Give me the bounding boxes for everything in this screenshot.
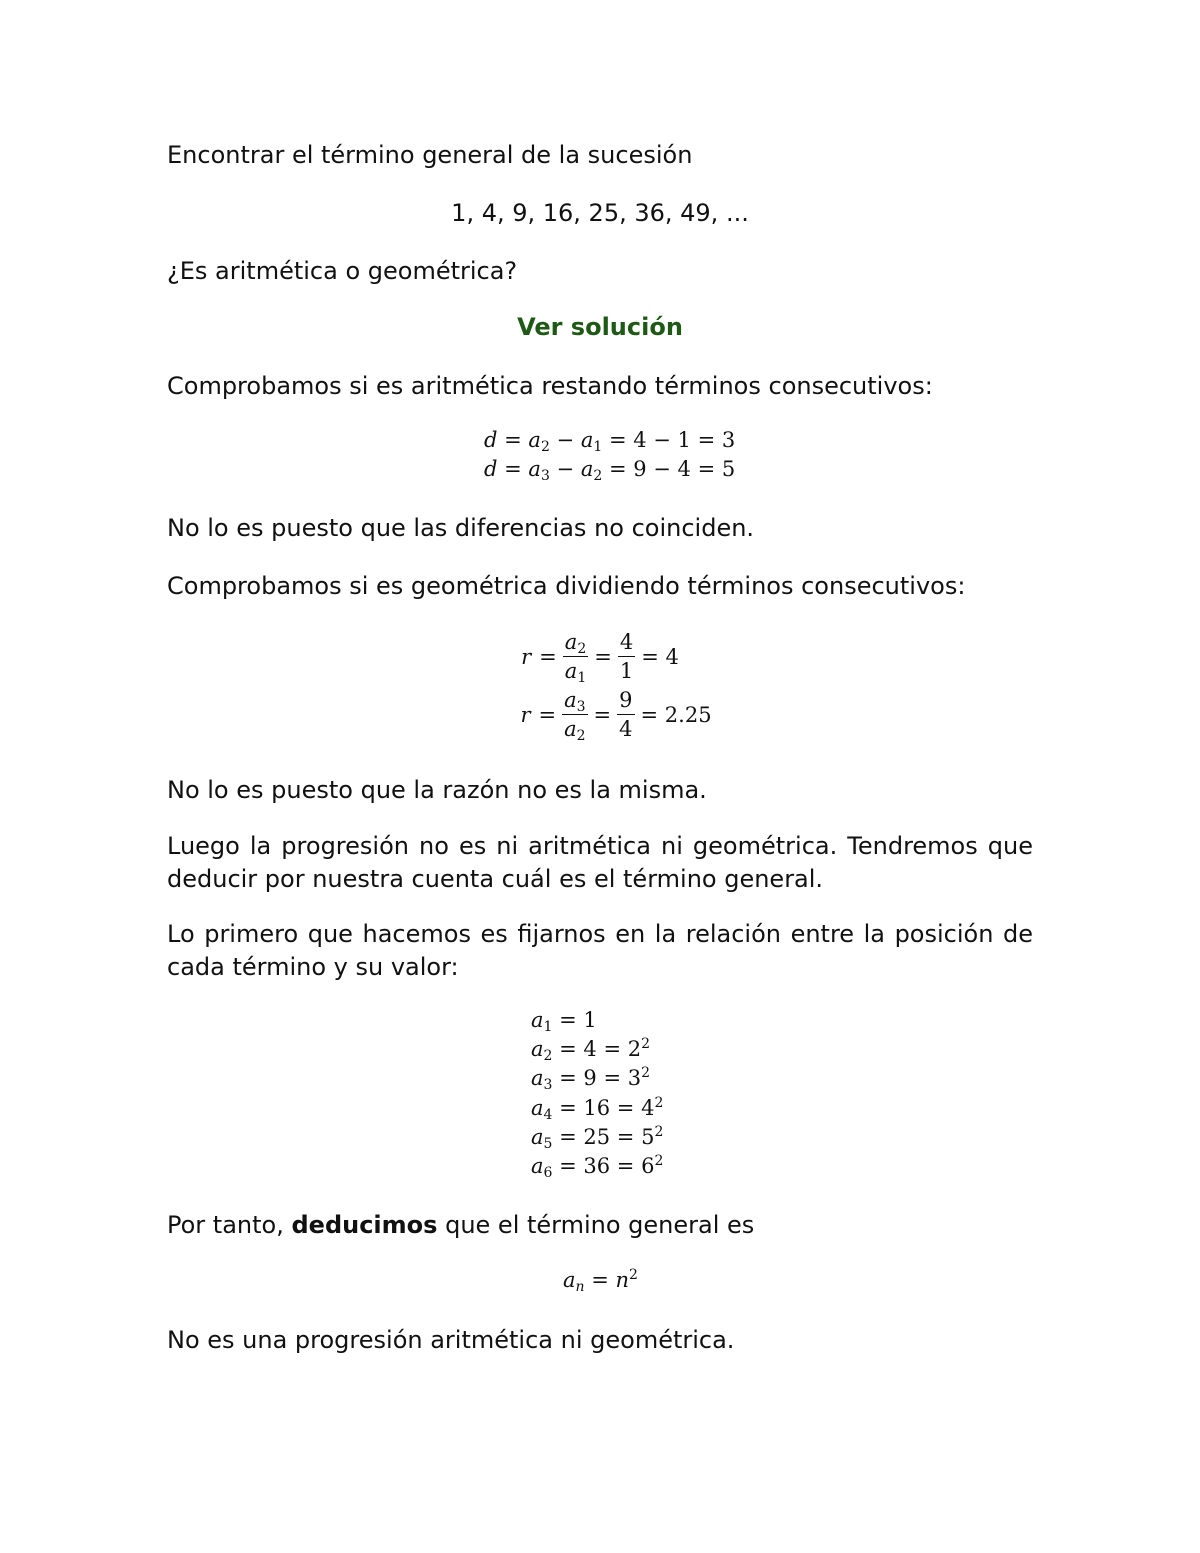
ratio-line-2: r = $\frac{a_3}{a_2}$ = $\frac{9}{4}$ = 2.25 — [520, 688, 712, 744]
question-text: ¿Es aritmética o geométrica? — [167, 257, 518, 285]
difference-line-2: $d = a_3 - a_2 = 9 - 4 = 5$ — [484, 457, 736, 484]
term-2: $a_2 = 4 = 2^2$ — [531, 1036, 651, 1064]
geom-check-text: Comprobamos si es geométrica dividiendo términos consecutivos: — [167, 572, 966, 600]
term-1: $a_1 = 1$ — [531, 1008, 597, 1035]
deduce-text: Por tanto, deducimos que el término general es — [167, 1211, 755, 1239]
general-term-formula: $a_n = n^2$ — [563, 1267, 638, 1295]
not-arithmetic-text: No lo es puesto que las diferencias no coinciden. — [167, 514, 755, 542]
observation-text: Lo primero que hacemos es fijarnos en la relación entre la posición de cada término y su valor: — [167, 920, 1033, 981]
term-5: $a_5 = 25 = 5^2$ — [531, 1124, 664, 1152]
not-geometric-text: No lo es puesto que la razón no es la misma. — [167, 776, 707, 804]
term-6: $a_6 = 36 = 6^2$ — [531, 1153, 664, 1181]
intro-text: Encontrar el término general de la sucesión — [167, 141, 693, 169]
arith-check-text: Comprobamos si es aritmética restando términos consecutivos: — [167, 372, 933, 400]
final-text: No es una progresión aritmética ni geométrica. — [167, 1326, 735, 1354]
ratio-line-1: r = $\frac{a_2}{a_1}$ = $\frac{4}{1}$ = 4 — [521, 630, 679, 686]
conclusion-text: Luego la progresión no es ni aritmética ni geométrica. Tendremos que deducir por nuestra cuenta cuál es el término general. — [167, 832, 1033, 893]
term-4: $a_4 = 16 = 4^2$ — [531, 1095, 664, 1123]
difference-line-1: $d = a_2 - a_1 = 4 - 1 = 3$ — [484, 428, 736, 455]
solution-link[interactable]: Ver solución — [517, 313, 683, 341]
term-3: $a_3 = 9 = 3^2$ — [531, 1065, 651, 1093]
sequence-text: 1, 4, 9, 16, 25, 36, 49, ... — [451, 199, 749, 227]
